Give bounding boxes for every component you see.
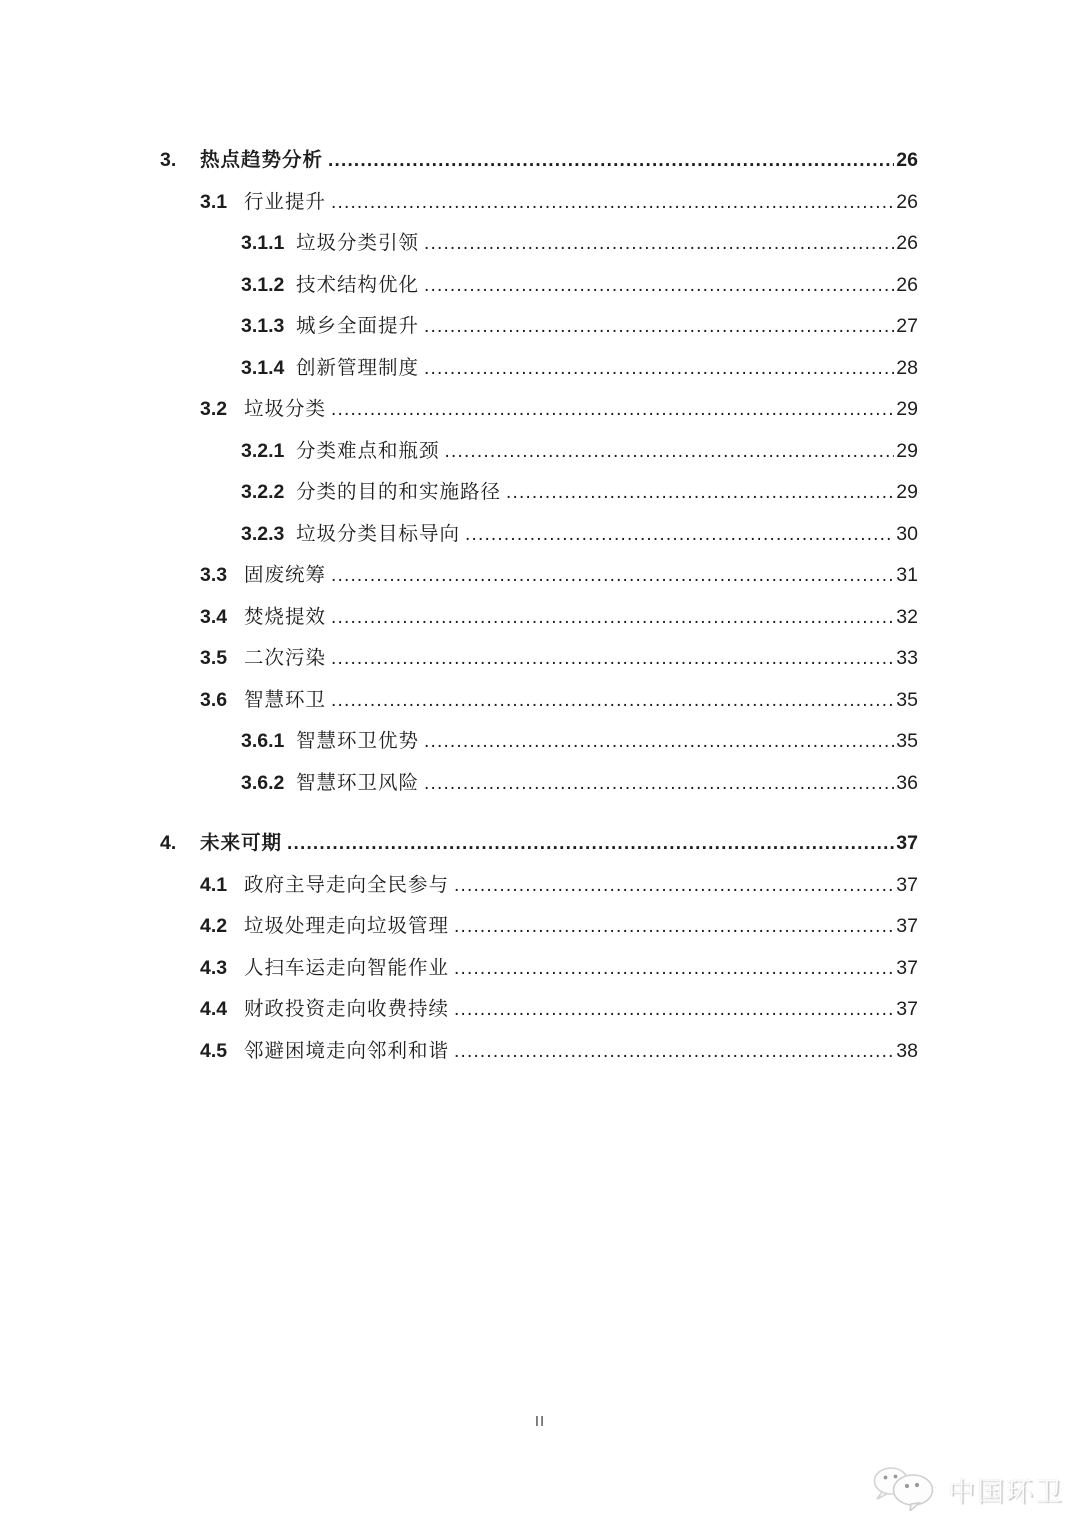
toc-entry-number: 3.2.2 xyxy=(241,481,285,503)
toc-entry xyxy=(160,223,918,265)
toc-entry-number: 3. xyxy=(160,149,177,171)
toc-entry-title: 智慧环卫风险 xyxy=(296,771,420,794)
toc-entry-page: 30 xyxy=(896,522,918,545)
toc-entry-number: 3.1.2 xyxy=(241,273,285,296)
toc-entry-number: 3.2.3 xyxy=(241,522,285,545)
toc-dot-leader xyxy=(331,555,894,597)
toc-dot-leader xyxy=(331,638,894,680)
toc-dot-leader xyxy=(445,431,895,473)
toc-entry-title: 政府主导走向全民参与 xyxy=(244,873,450,896)
toc-entry-page: 26 xyxy=(896,273,918,296)
toc-dot-leader xyxy=(454,1031,894,1073)
toc-entry-page: 37 xyxy=(896,998,918,1020)
toc-entry-title: 垃圾分类引领 xyxy=(296,232,420,254)
toc-entry-number: 3.1.3 xyxy=(241,315,285,337)
toc-dot-leader xyxy=(454,906,894,948)
toc-entry-title: 分类的目的和实施路径 xyxy=(296,481,502,503)
table-of-contents xyxy=(160,140,918,1072)
toc-dot-leader xyxy=(331,597,894,639)
toc-list xyxy=(160,140,918,1072)
toc-entry xyxy=(160,597,918,639)
toc-entry-page: 31 xyxy=(896,564,918,586)
toc-entry-page: 26 xyxy=(896,232,918,254)
toc-entry-title: 智慧环卫 xyxy=(244,688,327,711)
toc-dot-leader xyxy=(424,223,894,265)
toc-entry-page: 29 xyxy=(896,398,918,420)
toc-entry-number: 3.1.1 xyxy=(241,232,285,254)
toc-entry-title: 焚烧提效 xyxy=(244,605,327,628)
toc-entry-number: 3.6.1 xyxy=(241,730,285,752)
toc-entry xyxy=(160,431,918,473)
toc-entry-page: 37 xyxy=(896,956,918,979)
toc-dot-leader xyxy=(454,865,894,907)
toc-entry-title: 垃圾分类目标导向 xyxy=(296,522,461,545)
toc-entry-page: 36 xyxy=(896,771,918,794)
toc-entry xyxy=(160,348,918,390)
toc-entry-number: 3.2.1 xyxy=(241,439,285,462)
toc-entry-number: 3.4 xyxy=(200,605,228,628)
toc-dot-leader xyxy=(454,948,894,990)
toc-entry-page: 26 xyxy=(896,190,918,213)
toc-dot-leader xyxy=(331,680,894,722)
toc-entry xyxy=(160,680,918,722)
toc-entry xyxy=(160,265,918,307)
toc-entry-number: 3.1 xyxy=(200,190,228,213)
toc-dot-leader xyxy=(424,306,894,348)
toc-entry-title: 固废统筹 xyxy=(244,564,327,586)
toc-entry-page: 37 xyxy=(896,873,918,896)
toc-entry xyxy=(160,906,918,948)
toc-entry-title: 城乡全面提升 xyxy=(296,315,420,337)
toc-entry-page: 35 xyxy=(896,688,918,711)
brand-watermark xyxy=(871,1467,1064,1511)
toc-entry-page: 32 xyxy=(896,605,918,628)
toc-entry xyxy=(160,763,918,805)
toc-dot-leader xyxy=(328,140,894,182)
toc-entry-page: 28 xyxy=(896,356,918,379)
toc-entry xyxy=(160,1031,918,1073)
toc-entry-title: 智慧环卫优势 xyxy=(296,730,420,752)
toc-entry-title: 热点趋势分析 xyxy=(200,149,324,171)
toc-dot-leader xyxy=(331,389,894,431)
toc-entry-page: 33 xyxy=(896,647,918,669)
toc-entry xyxy=(160,721,918,763)
toc-dot-leader xyxy=(454,989,894,1031)
toc-entry-page: 37 xyxy=(896,832,918,854)
toc-dot-leader xyxy=(506,472,894,514)
toc-entry-title: 二次污染 xyxy=(244,647,327,669)
toc-entry-number: 4. xyxy=(160,832,177,854)
toc-entry-number: 4.4 xyxy=(200,998,228,1020)
toc-entry-title: 行业提升 xyxy=(244,190,327,213)
toc-entry-number: 3.1.4 xyxy=(241,356,285,379)
toc-entry-number: 4.1 xyxy=(200,873,228,896)
toc-entry-title: 创新管理制度 xyxy=(296,356,420,379)
toc-entry-page: 26 xyxy=(896,149,918,171)
toc-entry xyxy=(160,306,918,348)
toc-entry-number: 3.5 xyxy=(200,647,228,669)
toc-dot-leader xyxy=(287,823,894,865)
toc-entry-title: 邻避困境走向邻利和谐 xyxy=(244,1039,450,1062)
toc-dot-leader xyxy=(424,265,894,307)
toc-entry-number: 3.2 xyxy=(200,398,228,420)
toc-entry-title: 技术结构优化 xyxy=(296,273,420,296)
toc-entry-number: 3.6 xyxy=(200,688,228,711)
toc-entry-title: 垃圾处理走向垃圾管理 xyxy=(244,915,450,937)
toc-entry-page: 29 xyxy=(896,481,918,503)
toc-entry-number: 4.5 xyxy=(200,1039,228,1062)
toc-entry xyxy=(160,472,918,514)
toc-entry xyxy=(160,865,918,907)
wechat-icon xyxy=(871,1467,939,1511)
page-number: II xyxy=(534,1413,546,1430)
toc-entry-page: 37 xyxy=(896,915,918,937)
toc-entry-title: 人扫车运走向智能作业 xyxy=(244,956,450,979)
toc-entry-title: 分类难点和瓶颈 xyxy=(296,439,440,462)
toc-dot-leader xyxy=(331,182,894,224)
toc-dot-leader xyxy=(424,763,894,805)
brand-name: 中国环卫 xyxy=(948,1476,1064,1507)
toc-entry xyxy=(160,989,918,1031)
toc-dot-leader xyxy=(424,721,894,763)
toc-entry-page: 35 xyxy=(896,730,918,752)
toc-entry-title: 财政投资走向收费持续 xyxy=(244,998,450,1020)
toc-entry-number: 3.3 xyxy=(200,564,228,586)
toc-entry xyxy=(160,514,918,556)
toc-entry xyxy=(160,140,918,182)
toc-entry-number: 3.6.2 xyxy=(241,771,285,794)
toc-entry-number: 4.3 xyxy=(200,956,228,979)
toc-dot-leader xyxy=(465,514,894,556)
toc-entry xyxy=(160,823,918,865)
toc-entry-title: 垃圾分类 xyxy=(244,398,327,420)
toc-entry xyxy=(160,182,918,224)
toc-entry-page: 27 xyxy=(896,315,918,337)
toc-entry-number: 4.2 xyxy=(200,915,228,937)
toc-entry-page: 29 xyxy=(896,439,918,462)
toc-entry-title: 未来可期 xyxy=(200,832,283,854)
toc-entry xyxy=(160,555,918,597)
toc-entry xyxy=(160,948,918,990)
toc-entry xyxy=(160,389,918,431)
toc-entry-page: 38 xyxy=(896,1039,918,1062)
toc-entry xyxy=(160,638,918,680)
toc-dot-leader xyxy=(424,348,894,390)
